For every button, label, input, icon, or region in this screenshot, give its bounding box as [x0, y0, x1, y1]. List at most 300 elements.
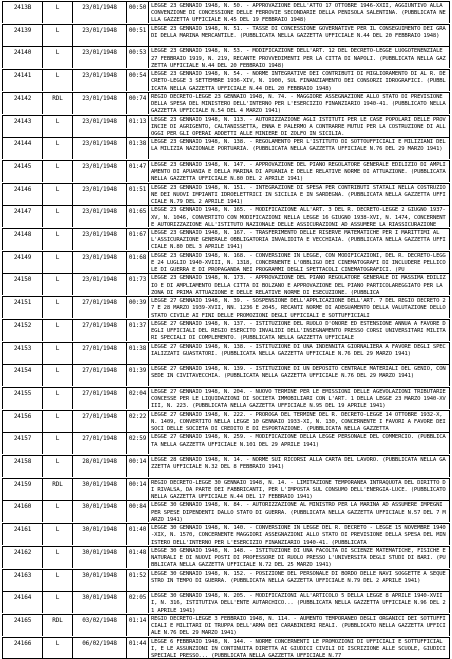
act-code: 00:14: [128, 458, 147, 465]
act-date-cell: [72, 252, 126, 273]
act-description-cell: [148, 138, 450, 159]
act-description: REGIO DECRETO-LEGGE 30 GENNAIO 1948, N. 14. - LIMITAZIONE TEMPORANEA INTRAQUOTA DEL DIRITTO DI RIVALSA, DA PARTE DEI FABBRICANTI, PER L'IMPOSTA SUL CONSUMO DELL'ENERGIA-LUCE. (PUBBLICATO NELLA GAZZETTA UFFICIALE N.44 DEL 17 FEBBRAIO 1941): [151, 479, 446, 500]
act-type-cell: [42, 388, 72, 409]
act-date: 27/01/1948: [82, 412, 117, 420]
act-code-cell: [126, 388, 148, 409]
act-type-cell: [42, 365, 72, 386]
record-number: 24151: [13, 299, 32, 307]
act-description: LEGGE 23 GENNAIO 1948, N. 165. - MODIFICAZIONE ALL'ART. 3 DEL R. DECRETO-LEGGE 2 GIUGNO 1937-XV, N. 1046, CONVERTITO CON MODIFICAZIONI NELLA LEGGE 16 GIUGNO 1938-XVI, N. 1474, CONCERNENTE AUTORIZZAZIONE ALL'ISTITUTO NAZIONALE DELLE ASSICURAZIONI AD ASSUMERE LA RIASSICURAZIONE: [151, 207, 446, 228]
act-code: 01:44: [128, 639, 147, 647]
table-row: [2, 637, 450, 659]
act-description-cell: [148, 343, 450, 364]
act-date-cell: [72, 365, 126, 386]
table-row: [2, 228, 450, 250]
act-description: LEGGE 30 GENNAIO 1948, N. 148. - ISTITUZIONE DI UNA FACOLTA DI SCIENZE MATEMATICHE, FISICHE E NATURALI E DI NUOVI POSTI DI PROFESSORE DI RUOLO PRESSO L'UNIVERSITA DEGLI STUDI DI BARI. (PUBBLICATA NELLA GAZZETTA UFFICIALE N.72 DEL 25 MARZO 1941): [151, 547, 446, 568]
act-type-cell: [42, 570, 72, 591]
act-description: LEGGE 27 GENNAIO 1948, N. 138. - ISTITUZIONE DI UNA INDENNITA GIORNALIERA A FAVORE DEGLI SPECIALIZZATI GUASTATORI. (PUBBLICATA NELLA GAZZETTA UFFICIALE N.76 DEL 29 MARZO 1941): [151, 343, 446, 357]
record-number-cell: [2, 320, 42, 341]
act-description: LEGGE 30 GENNAIO 1948, N. 152. - POSIZIONE DEL PERSONALE DI BORDO DELLE NAVI SOGGETTE A SEQUESTRO IN TEMPO DI GUERRA. (PUBBLICATA NELLA GAZZETTA UFFICIALE N.79 DEL 2 APRILE 1941): [151, 570, 446, 584]
act-type: L: [55, 321, 60, 329]
act-date-cell: [72, 592, 126, 613]
act-description-cell: [148, 411, 450, 432]
record-number: 24158: [13, 458, 32, 465]
act-description-cell: [148, 206, 450, 227]
act-date-cell: [72, 501, 126, 522]
record-number: 24140: [13, 49, 32, 57]
act-date-cell: [72, 116, 126, 137]
act-code: 01:38: [128, 140, 147, 148]
act-type: L: [55, 185, 60, 193]
record-number-cell: [2, 411, 42, 432]
record-number-cell: [2, 638, 42, 658]
act-date: 30/01/1948: [82, 503, 117, 511]
act-type: L: [55, 367, 60, 375]
act-type-cell: [42, 206, 72, 227]
act-description-cell: [148, 184, 450, 205]
act-code: 02:22: [128, 412, 147, 420]
act-code-cell: [126, 138, 148, 159]
act-type-cell: [42, 592, 72, 613]
act-code: 01:47: [128, 162, 147, 170]
record-number-cell: [2, 343, 42, 364]
table-row: [2, 1, 450, 23]
record-number: 24144: [13, 140, 32, 148]
record-number: 24165: [13, 616, 32, 624]
act-date-cell: [72, 229, 126, 250]
table-row: [2, 546, 450, 568]
act-type: L: [55, 117, 60, 125]
act-description-cell: [148, 161, 450, 182]
record-number: 2413B: [13, 4, 32, 11]
act-code: 01:38: [128, 344, 147, 352]
table-row: [2, 523, 450, 545]
act-code: 02:05: [128, 594, 147, 602]
act-description-cell: [148, 638, 450, 658]
act-code-cell: [126, 456, 148, 477]
act-date: 23/01/1948: [82, 140, 117, 148]
record-number-cell: [2, 365, 42, 386]
act-type: L: [55, 299, 60, 307]
act-date: 30/01/1948: [82, 548, 117, 556]
table-row: [2, 137, 450, 159]
act-description-cell: [148, 388, 450, 409]
act-type: L: [55, 435, 60, 443]
record-number: 24146: [13, 185, 32, 193]
act-code-cell: [126, 501, 148, 522]
act-code-cell: [126, 184, 148, 205]
record-number-cell: [2, 25, 42, 46]
act-code-cell: [126, 570, 148, 591]
act-date: 23/01/1948: [82, 72, 117, 80]
act-description-cell: [148, 252, 450, 273]
act-code: 01:73: [128, 276, 147, 284]
act-code: 01:40: [128, 526, 147, 534]
act-description-cell: [148, 93, 450, 114]
act-type-cell: [42, 638, 72, 658]
record-number-cell: [2, 93, 42, 114]
act-description-cell: [148, 570, 450, 591]
act-type-cell: [42, 47, 72, 68]
act-date-cell: [72, 93, 126, 114]
act-description-cell: [148, 547, 450, 568]
record-number-cell: [2, 456, 42, 477]
record-number-cell: [2, 274, 42, 295]
act-code: 00:14: [128, 480, 147, 488]
act-code: 01:52: [128, 571, 147, 579]
act-type-cell: [42, 116, 72, 137]
act-type: L: [55, 4, 60, 11]
table-row: [2, 251, 450, 273]
act-type-cell: [42, 252, 72, 273]
act-code: 01:13: [128, 117, 147, 125]
act-date: 23/01/1948: [82, 253, 117, 261]
record-number-cell: [2, 47, 42, 68]
table-row: [2, 160, 450, 182]
act-type: L: [55, 594, 60, 602]
act-type-cell: [42, 138, 72, 159]
record-number-cell: [2, 570, 42, 591]
act-code-cell: [126, 615, 148, 636]
act-date: 28/01/1948: [82, 458, 117, 465]
act-type: RDL: [52, 616, 63, 624]
act-date-cell: [72, 343, 126, 364]
act-type-cell: [42, 161, 72, 182]
record-number-cell: [2, 252, 42, 273]
act-date-cell: [72, 70, 126, 91]
act-description: LEGGE 23 GENNAIO 1948, N. 51. - TASSE DI CONCESSIONE GOVERNATIVE PER IL CONSEGUIMENTO DEI GRADI DELLA MARINA MERCANTILE. (PUBBLICATA NELLA GAZZETTA UFFICIALE N.44 DEL 20 FEBBRAIO 1948): [151, 25, 446, 39]
table-row: [2, 24, 450, 46]
act-code: 00:84: [128, 503, 147, 511]
record-number: 24153: [13, 344, 32, 352]
table-row: [2, 387, 450, 409]
act-description: LEGGE 30 GENNAIO 1948, N. 140. - CONVERSIONE IN LEGGE DEL R. DECRETO - LEGGE 15 NOVEMBRE 1940-XIX, N. 1570, CONCERNENTE MAGGIORI ASSEGNAZIONI ALLO STATO DI PREVISIONE DELLA SPESA DEL MINISTERO DELL'INTERNO PER L'ESERCIZIO FINANZIARIO 1940-41. (PUBBLICATA: [151, 525, 446, 546]
record-number-cell: [2, 70, 42, 91]
act-date-cell: [72, 638, 126, 658]
act-type: L: [55, 208, 60, 216]
act-description: LEGGE 6 FEBBRAIO 1948, N. 144. - NORME CONCERNENTI LE PROMOZIONI DI UFFICIALI E SOTTUFFICIALI, E LE ASSUNZIONI IN CONTINUITA DIRETTA AI GIUDICI CIVILI DI ISCRIZIONE ALLE SCUOLE, GIUDICI SPECIALI PRESSO... (PUBBLICATA NELLA GAZZETTA UFFICIALE N.77: [151, 638, 446, 658]
act-date: 23/01/1948: [82, 94, 117, 102]
act-date: 27/01/1948: [82, 389, 117, 397]
act-description: LEGGE 27 GENNAIO 1948, N. 222. - PROROGA DEL TERMINE DEL R. DECRETO-LEGGE 14 OTTOBRE 1932-X, N. 1409, CONVERTITO NELLA LEGGE 10 GENNAIO 1933-XI, N. 130, CONCERNENTE I FAVORI A FAVORE DEI SOCI DELLE SOCIETA DI CREDITO E DI ESPORTAZIONE. (PUBBLICATA NELLA GAZZETTA: [151, 411, 446, 432]
act-date: 23/01/1948: [82, 185, 117, 193]
table-row: [2, 569, 450, 591]
record-number-cell: [2, 184, 42, 205]
act-description-cell: [148, 2, 450, 23]
act-code-cell: [126, 47, 148, 68]
act-type-cell: [42, 297, 72, 318]
act-type-cell: [42, 615, 72, 636]
act-description-cell: [148, 524, 450, 545]
act-date-cell: [72, 138, 126, 159]
act-description: LEGGE 23 GENNAIO 1948, N. 113. - AUTORIZZAZIONE AGLI ISTITUTI PER LE CASE POPOLARI DELLE PROVINCIE DI AGRIGENTO, CALTANISSETTA, ENNA E PALERMO A CONTRARRE MUTUI PER LA COSTRUZIONE DI ALLOGGI PER GLI OPERAI ADDETTI ALLE MINIERE DI ZOLFO IN SICILIA.: [151, 116, 446, 137]
table-row: [2, 591, 450, 613]
act-type-cell: [42, 93, 72, 114]
act-description-cell: [148, 501, 450, 522]
act-description: LEGGE 23 GENNAIO 1948, N. 50. - APPROVAZIONE DELL'ATTO 17 OTTOBRE 1946-XXII, AGGIUNTIVO ALLA CONVENZIONE DI CONCESSIONE DELLE FERROVIE SECONDARIE DELLA PENISOLA SALENTINA. (PUBBLICATA NELLA GAZZETTA UFFICIALE N.45 DEL 19 FEBBRAIO 1948): [151, 3, 446, 23]
record-number-cell: [2, 479, 42, 500]
act-date-cell: [72, 161, 126, 182]
act-date: 27/01/1948: [82, 321, 117, 329]
table-row: [2, 455, 450, 477]
act-description: LEGGE 23 GENNAIO 1948, N. 147. - APPROVAZIONE DEL PIANO REGOLATORE GENERALE EDILIZIO DI AMPLIAMENTO DI APUANIA E DELLA MARINA DI APUANIA E DELLE RELATIVE NORME DI ATTUAZIONE. (PUBBLICATA NELLA GAZZETTA UFFICIALE N.80 DEL 2 APRILE 1941): [151, 161, 446, 182]
act-type: L: [55, 140, 60, 148]
record-number: 24149: [13, 253, 32, 261]
act-date: 30/01/1948: [82, 526, 117, 534]
act-type: L: [55, 276, 60, 284]
act-code: 01:39: [128, 367, 147, 375]
act-type-cell: [42, 2, 72, 23]
act-type-cell: [42, 184, 72, 205]
act-description: LEGGE 23 GENNAIO 1948, N. 173. - APPROVAZIONE DEL PIANO REGOLATORE GENERALE DI MASSIMA EDILIZIO E DI AMPLIAMENTO DELLA CITTA DI BOLZANO E APPROVAZIONE DEL PIANO PARTICOLAREGGIATO PER LA ZONA DI PRIMA ATTUAZIONE E DELLE RELATIVE NORME DI ESECUZIONE. (PUBBLICA: [151, 275, 446, 296]
act-date: 27/01/1948: [82, 299, 117, 307]
table-row: [2, 432, 450, 454]
act-type: L: [55, 72, 60, 80]
act-code-cell: [126, 638, 148, 658]
act-description-cell: [148, 116, 450, 137]
record-number-cell: [2, 501, 42, 522]
act-date-cell: [72, 615, 126, 636]
act-type-cell: [42, 456, 72, 477]
act-type-cell: [42, 479, 72, 500]
act-description-cell: [148, 456, 450, 477]
act-date: 27/01/1948: [82, 435, 117, 443]
act-date-cell: [72, 433, 126, 454]
record-number: 24159: [13, 480, 32, 488]
act-code-cell: [126, 592, 148, 613]
act-date: 23/01/1948: [82, 231, 117, 238]
act-date-cell: [72, 274, 126, 295]
act-code-cell: [126, 252, 148, 273]
record-number: 24141: [13, 72, 32, 80]
record-number-cell: [2, 116, 42, 137]
act-type: RDL: [52, 480, 63, 488]
act-code-cell: [126, 2, 148, 23]
act-type: L: [55, 162, 60, 170]
act-type: L: [55, 253, 60, 261]
act-code: 01:68: [128, 253, 147, 261]
act-code-cell: [126, 116, 148, 137]
act-code: 01:51: [128, 185, 147, 193]
record-number-cell: [2, 2, 42, 23]
act-type-cell: [42, 433, 72, 454]
act-description: LEGGE 23 GENNAIO 1948, N. 54. - NORME INTEGRATIVE DEI CONTRIBUTI DI MIGLIORAMENTO DI AL R. DECRETO-LEGGE 3 SETTEMBRE 1936-XIV, N. 1900, SUL FINANZIAMENTO DEI CONSORZI IDROGRAFICI. (PUBBLICATA NELLA GAZZETTA UFFICIALE N.44 DEL 20 FEBBRAIO 1948): [151, 71, 446, 92]
act-code: 01:37: [128, 321, 147, 329]
table-row: [2, 46, 450, 68]
act-description: LEGGE 27 GENNAIO 1948, N. 204. - NUOVO TERMINE PER LE EMISSIONI DELLE AGEVOLAZIONI TRIBUTARIE CONCESSE PER LE LIQUIDAZIONI DI SOCIETA IMMOBILIARI CON L'ART. 1 DELLA LEGGE 23 MARZO 1940-XVIII, N. 223. (PUBBLICATA NELLA GAZZETTA UFFICIALE N.95 DEL 19 APRILE 1941): [151, 388, 446, 409]
act-description: LEGGE 28 GENNAIO 1948, N. 14. - NORME SUI RICORSI ALLA CARTA DEL LAVORO. (PUBBLICATA NELLA GAZZETTA UFFICIALE N.32 DEL 8 FEBBRAIO 1941): [151, 457, 446, 471]
act-type: L: [55, 412, 60, 420]
act-type-cell: [42, 501, 72, 522]
act-code: 00:53: [128, 49, 147, 57]
act-code-cell: [126, 70, 148, 91]
act-description: LEGGE 30 GENNAIO 1948, N. 205. - MODIFICAZIONI ALL'ARTICOLO 5 DELLA LEGGE 8 APRILE 1940-XVIII, N. 316, ISTITUTIVA DELL'ENTE AUTARCHICO... (PUBBLICATA NELLA GAZZETTA UFFICIALE N.96 DEL 21 APRILE 1941): [151, 593, 446, 614]
table-row: [2, 342, 450, 364]
act-description: LEGGE 23 GENNAIO 1948, N. 167. - TRASFERIMENTO DELLE RISERVE MATEMATICHE PER I MARITTIMI ALL'ASSICURAZIONE GENERALE OBBLIGATORIA INVALIDITA E VECCHIAIA. (PUBBLICATA NELLA GAZZETTA UFFICIALE N.80 DEL 3 APRILE 1941): [151, 230, 446, 250]
table-row: [2, 115, 450, 137]
table-row: [2, 69, 450, 91]
act-date-cell: [72, 570, 126, 591]
act-code-cell: [126, 479, 148, 500]
act-description: LEGGE 27 GENNAIO 1948, N. 259. - MODIFICAZIONE DELLA LEGGE PERSONALE DEL COMMERCIO. (PUBBLICATA NELLA GAZZETTA UFFICIALE N.101 DEL 29 APRILE 1941): [151, 434, 446, 448]
act-code-cell: [126, 411, 148, 432]
record-number: 24163: [13, 571, 32, 579]
act-date: 23/01/1948: [82, 117, 117, 125]
act-code-cell: [126, 161, 148, 182]
act-date: 23/01/1948: [82, 26, 117, 34]
act-type: L: [55, 526, 60, 534]
act-description-cell: [148, 615, 450, 636]
record-number: 24148: [13, 231, 32, 238]
act-code: 02:04: [128, 389, 147, 397]
act-type-cell: [42, 524, 72, 545]
record-number-cell: [2, 433, 42, 454]
act-code-cell: [126, 206, 148, 227]
act-date-cell: [72, 47, 126, 68]
act-code-cell: [126, 433, 148, 454]
record-number-cell: [2, 388, 42, 409]
act-description: LEGGE 23 GENNAIO 1948, N. 151. - INTEGRAZIONE DI SPESA PER CONTRIBUTI STATALI NELLA COSTRUZIONE DEI NUOVI IMPIANTI IDROELETTRICI IN SICILIA E IN SARDEGNA. (PUBBLICATA NELLA GAZZETTA UFFICIALE N.79 DEL 2 APRILE 1941): [151, 184, 446, 205]
act-description-cell: [148, 25, 450, 46]
act-description: LEGGE 27 GENNAIO 1948, N. 139. - ISTITUZIONE DI UN DEPOSITO CENTRALE MATERIALI DEL GENIO, CON SEDE IN CIVITAVECCHIA. (PUBBLICATA NELLA GAZZETTA UFFICIALE N.76 DEL 29 MARZO 1941): [151, 366, 446, 380]
act-code: 01:14: [128, 616, 147, 624]
act-date: 23/01/1948: [82, 208, 117, 216]
act-date: 30/01/1948: [82, 480, 117, 488]
act-date: 23/01/1948: [82, 162, 117, 170]
table-row: [2, 614, 450, 636]
record-number: 24143: [13, 117, 32, 125]
act-description-cell: [148, 70, 450, 91]
act-code: 00:51: [128, 26, 147, 34]
act-date-cell: [72, 456, 126, 477]
act-description: LEGGE 27 GENNAIO 1948, N. 137. - ISTITUZIONE DEL RUOLO D'ONORE ED ESTENSIONE ANNUA A FAVORE DEGLI UFFICIALI DEL REGIO ESERCITO INVALIDI DELL'INSEGNAMENTO PRESSO CORSI UNIVERSITARI MILITARI SPECIALI DI COMPLEMENTO. (PUBBLICATA NELLA GAZZETTA UFFICIALE: [151, 320, 446, 341]
act-code: 01:48: [128, 548, 147, 556]
act-date: 06/02/1948: [82, 639, 117, 647]
record-number-cell: [2, 615, 42, 636]
act-code: 00:50: [128, 4, 147, 11]
table-row: [2, 319, 450, 341]
record-number: 24142: [13, 94, 32, 102]
record-number: 24147: [13, 208, 32, 216]
act-type: L: [55, 389, 60, 397]
act-code-cell: [126, 93, 148, 114]
record-number-cell: [2, 297, 42, 318]
act-code-cell: [126, 297, 148, 318]
act-date: 23/01/1948: [82, 49, 117, 57]
act-date-cell: [72, 524, 126, 545]
record-number: 24160: [13, 503, 32, 511]
act-type-cell: [42, 70, 72, 91]
table-row: [2, 478, 450, 500]
record-number-cell: [2, 524, 42, 545]
record-number-cell: [2, 229, 42, 250]
act-date-cell: [72, 547, 126, 568]
act-type: L: [55, 639, 60, 647]
act-code: 02:59: [128, 435, 147, 443]
record-number-cell: [2, 592, 42, 613]
record-number: 24166: [13, 639, 32, 647]
act-code-cell: [126, 25, 148, 46]
record-number: 24152: [13, 321, 32, 329]
table-row: [2, 410, 450, 432]
act-code-cell: [126, 320, 148, 341]
record-number: 24156: [13, 412, 32, 420]
act-description: REGIO DECRETO-LEGGE 3 FEBBRAIO 1948, N. 114. - AUMENTO TEMPORANEO DEGLI ORGANICI DEI SOTTUFFICIALI E MILITARI DI TRUPPA DELL'ARMA DEI CARABINIERI REALI. (PUBBLICATO NELLA GAZZETTA UFFICIALE N.76 DEL 29 MARZO 1941): [151, 615, 446, 636]
act-code-cell: [126, 274, 148, 295]
act-type: L: [55, 231, 60, 238]
act-type-cell: [42, 343, 72, 364]
act-description-cell: [148, 320, 450, 341]
act-description-cell: [148, 229, 450, 250]
act-description: LEGGE 23 GENNAIO 1948, N. 168. - CONVERSIONE IN LEGGE, CON MODIFICAZIONI, DEL R. DECRETO-LEGGE 24 LUGLIO 1940-XVIII, N. 1318, CONCERNENTE L'OBBLIGO DEI CINEMATOGRAFI DI INCLUDERE PELLICOLE DI GUERRA E DI PROPAGANDA NEI PROGRAMMI DEGLI SPETTACOLI CINEMATOGRAFICI. (PU: [151, 252, 446, 273]
act-type: L: [55, 49, 60, 57]
act-code-cell: [126, 343, 148, 364]
table-row: [2, 205, 450, 227]
act-date-cell: [72, 388, 126, 409]
record-number: 24154: [13, 367, 32, 375]
act-type-cell: [42, 547, 72, 568]
act-code: 01:67: [128, 231, 147, 238]
act-code-cell: [126, 365, 148, 386]
act-code-cell: [126, 229, 148, 250]
act-date-cell: [72, 411, 126, 432]
act-description-cell: [148, 592, 450, 613]
act-code: 00:74: [128, 94, 147, 102]
act-description-cell: [148, 274, 450, 295]
record-number: 24145: [13, 162, 32, 170]
act-type: L: [55, 548, 60, 556]
record-number-cell: [2, 206, 42, 227]
record-number: 24150: [13, 276, 32, 284]
act-date: 30/01/1948: [82, 594, 117, 602]
act-description: LEGGE 23 GENNAIO 1948, N. 53. - MODIFICAZIONE DELL'ART. 12 DEL DECRETO-LEGGE LUOGOTENENZIALE 27 FEBBRAIO 1919, N. 219, RECANTE PROVVEDIMENTI PER LA CITTA DI NAPOLI. (PUBBLICATA NELLA GAZZETTA UFFICIALE N.44 DEL 20 FEBBRAIO 1948): [151, 48, 446, 69]
act-code: 00:39: [128, 299, 147, 307]
act-description-cell: [148, 47, 450, 68]
table-row: [2, 296, 450, 318]
act-date-cell: [72, 206, 126, 227]
act-type: L: [55, 571, 60, 579]
act-code-cell: [126, 524, 148, 545]
record-number: 24161: [13, 526, 32, 534]
act-date: 23/01/1948: [82, 276, 117, 284]
record-number-cell: [2, 161, 42, 182]
act-description: LEGGE 23 GENNAIO 1948, N. 138. - REGOLAMENTO PER L'ISTITUTO DI SOTTOUFFICIALI E MILIZIANI DELLA MILIZIA NAZIONALE PORTUARIA. (PUBBLICATA NELLA GAZZETTA UFFICIALE N.76 DEL 29 MARZO 1941): [151, 139, 446, 153]
record-number-cell: [2, 138, 42, 159]
act-date: 23/01/1948: [82, 4, 117, 11]
record-number: 24157: [13, 435, 32, 443]
act-date-cell: [72, 297, 126, 318]
act-date: 03/02/1948: [82, 616, 117, 624]
act-date-cell: [72, 479, 126, 500]
record-number: 24139: [13, 26, 32, 34]
act-type-cell: [42, 229, 72, 250]
act-type-cell: [42, 411, 72, 432]
act-code: 00:54: [128, 72, 147, 80]
act-date-cell: [72, 25, 126, 46]
act-description-cell: [148, 365, 450, 386]
act-type-cell: [42, 25, 72, 46]
record-number: 24155: [13, 389, 32, 397]
act-description: LEGGE 30 GENNAIO 1948, N. 84. - AUTORIZZAZIONE AL MINISTRO PER LA MARINA AD ASSUMERE IMPEGNI PER SPESE DIPENDENTI DALLO STATO DI GUERRA. (PUBBLICATA NELLA GAZZETTA UFFICIALE N.57 DEL 7 MARZO 1941): [151, 502, 446, 523]
table-row: [2, 364, 450, 386]
act-type: L: [55, 458, 60, 465]
table-row: [2, 500, 450, 522]
act-date: 27/01/1948: [82, 344, 117, 352]
record-number-cell: [2, 547, 42, 568]
act-type-cell: [42, 320, 72, 341]
act-type: L: [55, 503, 60, 511]
table-row: [2, 273, 450, 295]
act-description: REGIO DECRETO-LEGGE 23 GENNAIO 1948, N. 74. - MAGGIORE ASSEGNAZIONE ALLO STATO DI PREVISIONE DELLA SPESA DEL MINISTERO DELL'INTERNO PER L'ESERCIZIO FINANZIARIO 1940-41. (PUBBLICATO NELLA GAZZETTA UFFICIALE N.54 DEL 4 MARZO 1941): [151, 93, 446, 114]
